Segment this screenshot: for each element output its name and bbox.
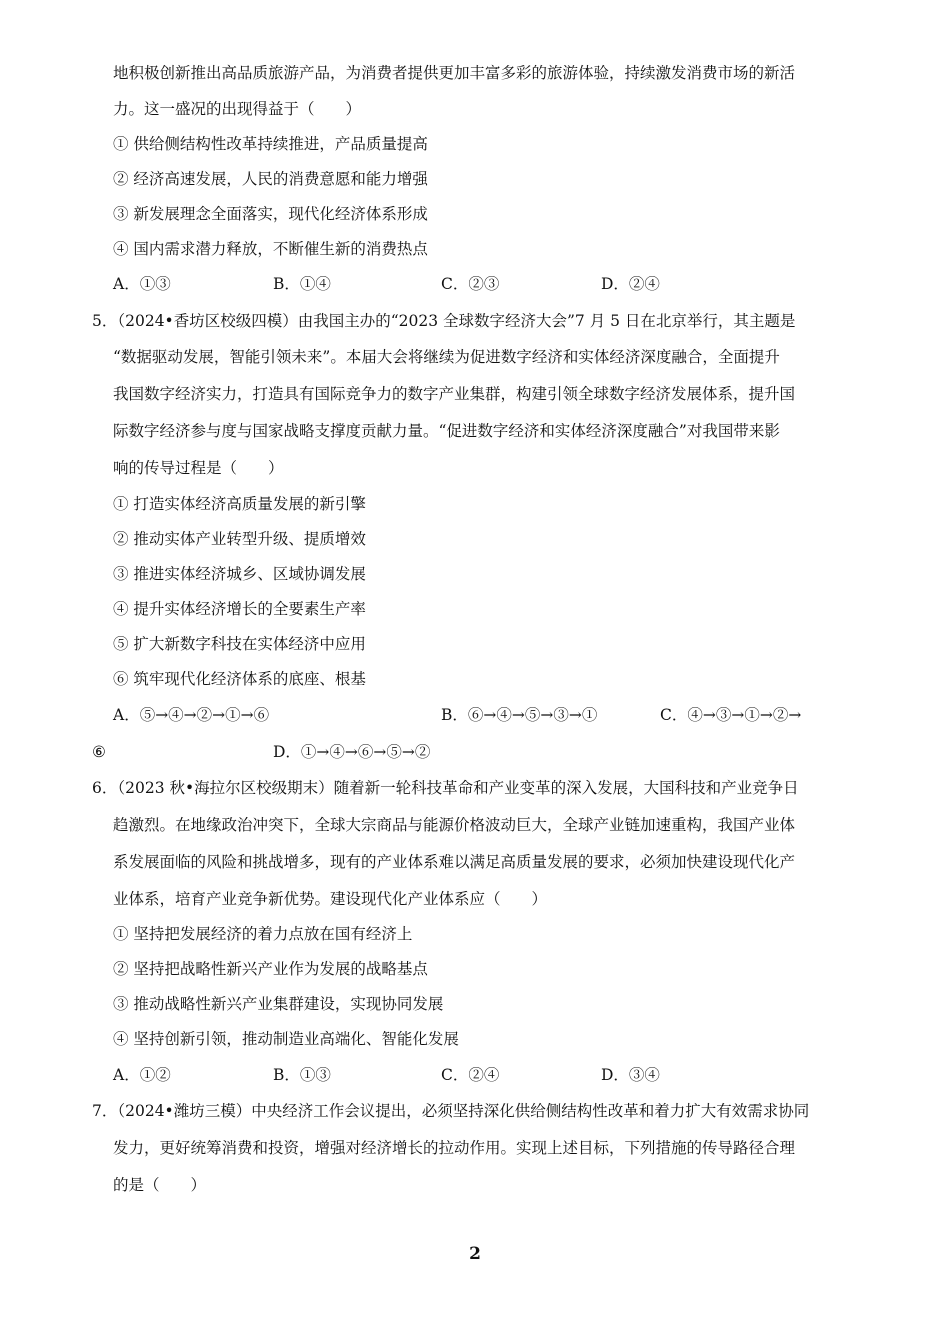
q5-stem-line-4: 际数字经济参与度与国家战略支撑度贡献力量。“促进数字经济和实体经济深度融合”对我国带来影 [113, 422, 780, 440]
q4-option-d[interactable]: D．②④ [601, 275, 660, 293]
q5-stem-line-1: 5．（2024•香坊区校级四模）由我国主办的“2023 全球数字经济大会”7 月 5 日在北京举行，其主题是 [92, 312, 796, 330]
q5-statement-2: ② 推动实体产业转型升级、提质增效 [113, 530, 366, 548]
q6-statement-2: ② 坚持把战略性新兴产业作为发展的战略基点 [113, 960, 428, 978]
q5-statement-3: ③ 推进实体经济城乡、区域协调发展 [113, 565, 366, 583]
q4-statement-1: ① 供给侧结构性改革持续推进，产品质量提高 [113, 135, 428, 153]
q4-option-b[interactable]: B．①④ [273, 275, 331, 293]
q6-stem-line-3: 系发展面临的风险和挑战增多，现有的产业体系难以满足高质量发展的要求，必须加快建设现代化产 [113, 853, 796, 871]
q7-stem-line-2: 发力，更好统筹消费和投资，增强对经济增长的拉动作用。实现上述目标，下列措施的传导路径合理 [113, 1139, 796, 1157]
q5-stem-line-3: 我国数字经济实力，打造具有国际竞争力的数字产业集群，构建引领全球数字经济发展体系，提升国 [113, 385, 796, 403]
q5-statement-1: ① 打造实体经济高质量发展的新引擎 [113, 495, 366, 513]
q6-stem-line-1: 6．（2023 秋•海拉尔区校级期末）随着新一轮科技革命和产业变革的深入发展，大国科技和产业竞争日 [92, 779, 799, 797]
q5-option-b[interactable]: B．⑥→④→⑤→③→① [441, 706, 598, 724]
q5-option-d[interactable]: D．①→④→⑥→⑤→② [273, 743, 431, 761]
q7-stem-line-1: 7．（2024•潍坊三模）中央经济工作会议提出，必须坚持深化供给侧结构性改革和着力扩大有效需求协同 [92, 1102, 810, 1120]
q4-option-c[interactable]: C．②③ [441, 275, 500, 293]
q4-statement-3: ③ 新发展理念全面落实，现代化经济体系形成 [113, 205, 428, 223]
q5-statement-4: ④ 提升实体经济增长的全要素生产率 [113, 600, 366, 618]
q6-statement-3: ③ 推动战略性新兴产业集群建设，实现协同发展 [113, 995, 444, 1013]
q6-stem-line-4: 业体系，培育产业竞争新优势。建设现代化产业体系应（ ） [113, 890, 548, 908]
q7-stem-line-3: 的是（ ） [113, 1176, 207, 1194]
q6-option-a[interactable]: A．①② [113, 1066, 171, 1084]
q4-option-a[interactable]: A．①③ [113, 275, 171, 293]
q6-stem-line-2: 趋激烈。在地缘政治冲突下，全球大宗商品与能源价格波动巨大，全球产业链加速重构，我国产业体 [113, 816, 796, 834]
q4-stem-line-1: 地积极创新推出高品质旅游产品，为消费者提供更加丰富多彩的旅游体验，持续激发消费市场的新活 [113, 64, 796, 82]
q5-option-a[interactable]: A．⑤→④→②→①→⑥ [113, 706, 270, 724]
q6-option-d[interactable]: D．③④ [601, 1066, 660, 1084]
q6-statement-1: ① 坚持把发展经济的着力点放在国有经济上 [113, 925, 413, 943]
q4-statement-4: ④ 国内需求潜力释放，不断催生新的消费热点 [113, 240, 428, 258]
q5-stem-line-5: 响的传导过程是（ ） [113, 459, 284, 477]
q6-option-b[interactable]: B．①③ [273, 1066, 331, 1084]
q4-statement-2: ② 经济高速发展，人民的消费意愿和能力增强 [113, 170, 428, 188]
q5-statement-5: ⑤ 扩大新数字科技在实体经济中应用 [113, 635, 366, 653]
q5-stem-line-2: “数据驱动发展，智能引领未来”。本届大会将继续为促进数字经济和实体经济深度融合，全面提升 [113, 348, 780, 366]
q5-option-c-wrap: ⑥ [92, 743, 106, 761]
q6-option-c[interactable]: C．②④ [441, 1066, 500, 1084]
q4-stem-line-2: 力。这一盛况的出现得益于（ ） [113, 100, 362, 118]
q5-option-c[interactable]: C．④→③→①→②→ [660, 706, 802, 724]
page-number: 2 [469, 1244, 481, 1264]
q6-statement-4: ④ 坚持创新引领，推动制造业高端化、智能化发展 [113, 1030, 459, 1048]
q5-statement-6: ⑥ 筑牢现代化经济体系的底座、根基 [113, 670, 366, 688]
